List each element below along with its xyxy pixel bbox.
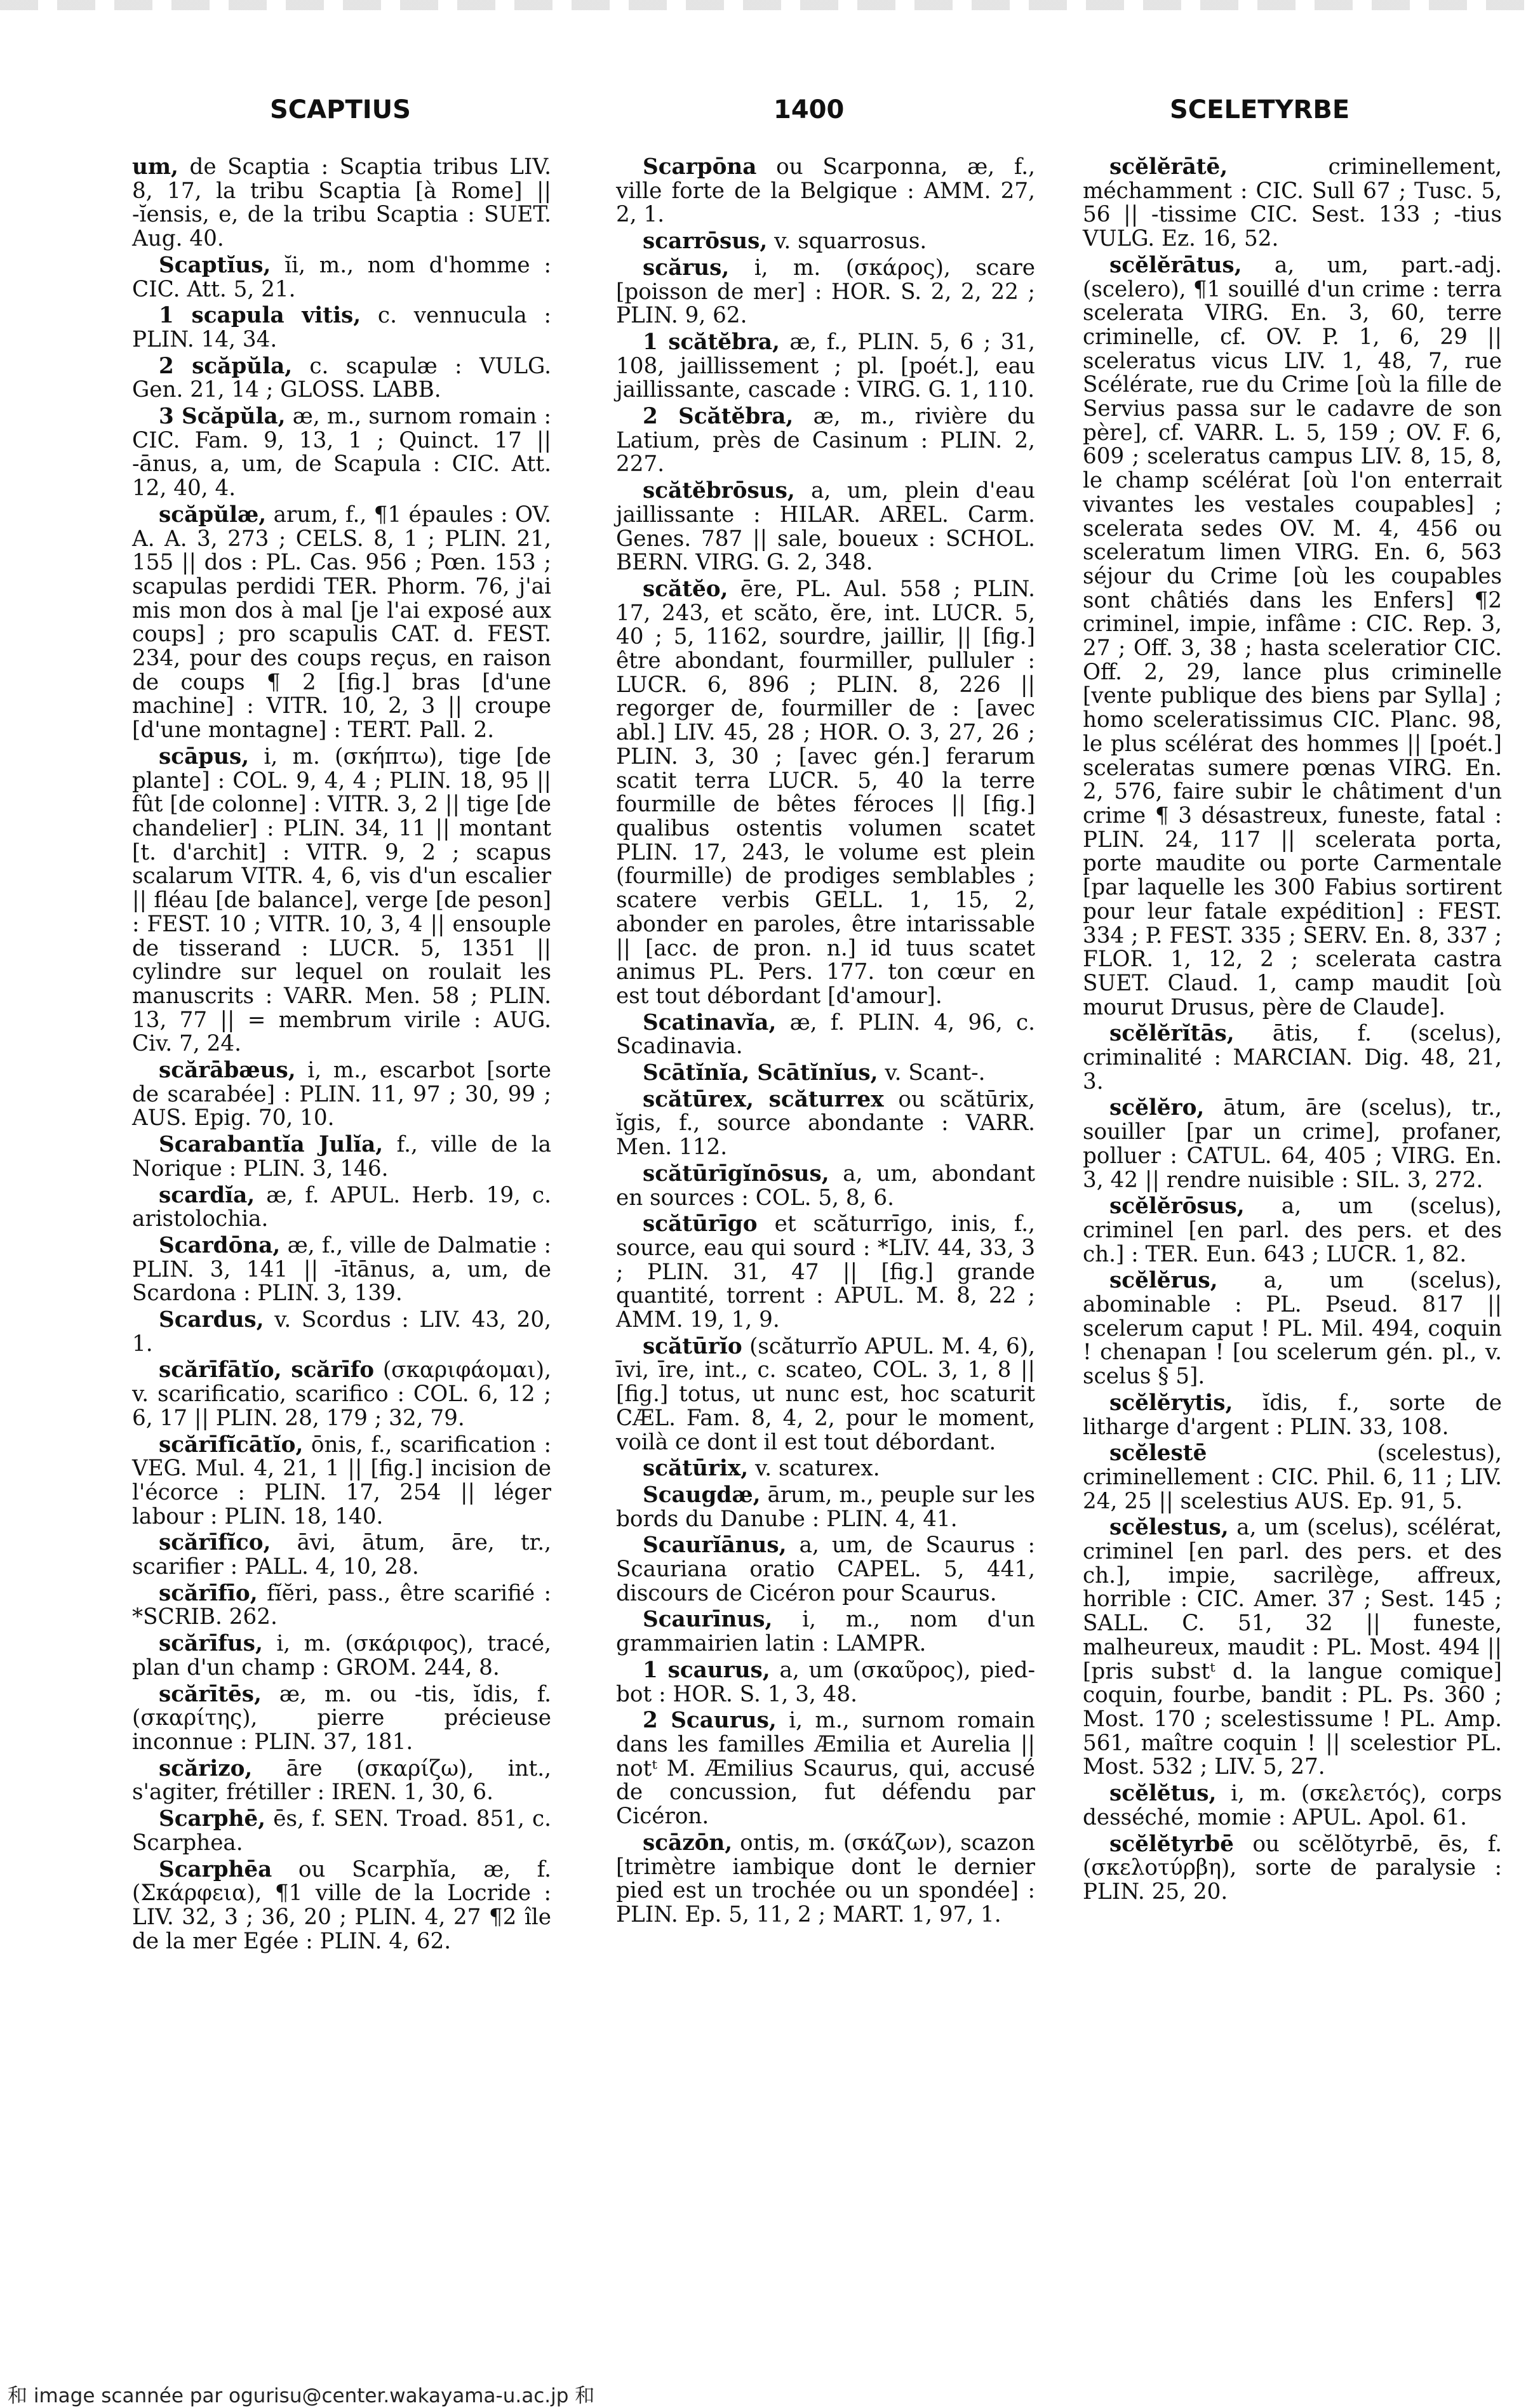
dictionary-entry	[616, 256, 1035, 328]
entry-definition: ou scătūrix, ĭgis, f., source abondante : VARR. Men. 112.	[616, 1086, 1035, 1161]
entry-definition: ĭdis, f., sorte de litharge d'argent : PLIN. 33, 108.	[1083, 1390, 1502, 1440]
entry-definition: arum, f., ¶1 épaules : OV. A. A. 3, 273 ; CELS. 8, 1 ; PLIN. 21, 155 || dos : PL. Cas. 956 ; Pœn. 153 ; scapulas perdidi TER. Phorm. 76, j'ai mis mon dos à mal [je l'ai exposé aux coups] ; pro scapulis CAT. d. FEST. 234, pour des coups reçus, en raison de coups ¶ 2 [fig.] bras [d'une machine] : VITR. 10, 2, 3 || croupe [d'une montagne] : TERT. Pall. 2.	[132, 502, 551, 743]
dictionary-entry	[1083, 1392, 1502, 1439]
entry-headword: scāzōn,	[643, 1830, 733, 1856]
entry-definition: i, m. (σκήπτω), tige [de plante] : COL. 9, 4, 4 ; PLIN. 18, 95 || fût [de colonne] : VITR. 3, 2 || tige [de chandelier] : PLIN. 34, 11 || montant [t. d'archit] : VITR. 9, 2 ; scapus scalarum VITR. 4, 6, vis d'un escalier || fléau [de balance], verge [de peson] : FEST. 10 ; VITR. 10, 3, 4 || ensouple de tisserand : LUCR. 5, 1351 || cylindre sur lequel on roulait les manuscrits : VARR. Men. 58 ; PLIN. 13, 77 || = membrum virile : AUG. Civ. 7, 24.	[132, 743, 551, 1057]
dictionary-entry	[132, 1531, 551, 1579]
page-header	[0, 76, 1540, 133]
entry-definition: i, m. (σκελετός), corps desséché, momie : APUL. Apol. 61.	[1083, 1781, 1502, 1830]
dictionary-entry	[616, 1659, 1035, 1706]
column-2	[616, 156, 1035, 1930]
entry-headword: Scardus,	[159, 1307, 264, 1333]
dictionary-entry	[616, 156, 1035, 227]
entry-headword: scĕlestē	[1109, 1440, 1207, 1467]
entry-definition: c. scapulæ : VULG. Gen. 21, 14 ; GLOSS. LABB.	[132, 353, 551, 403]
column-1	[132, 156, 551, 1956]
entry-definition: āre (σκαρίζω), int., s'agiter, frétiller : IREN. 1, 30, 6.	[132, 1755, 551, 1806]
entry-definition: i, m. (σκάρος), scare [poisson de mer] : HOR. S. 2, 2, 22 ; PLIN. 9, 62.	[616, 255, 1035, 329]
entry-headword: scărīfātĭo, scărīfo	[159, 1357, 375, 1383]
dictionary-entry	[616, 1061, 1035, 1086]
entry-definition: i, m., nom d'un grammairien latin : LAMPR.	[616, 1607, 1035, 1657]
entry-headword: um,	[132, 154, 178, 180]
entry-headword: scāpus,	[159, 743, 250, 769]
dictionary-entry	[616, 1534, 1035, 1606]
entry-headword: scĕlĕtyrbē	[1109, 1831, 1234, 1857]
entry-headword: scĕlĕrytis,	[1109, 1390, 1233, 1416]
entry-headword: Scarabantĭa Julĭa,	[159, 1132, 384, 1158]
entry-definition: a, um (σκαῦρος), pied-bot : HOR. S. 1, 3, 48.	[616, 1657, 1036, 1707]
entry-headword: 2 Scătĕbra,	[643, 404, 794, 430]
entry-headword: 1 scapula vitis,	[159, 303, 361, 329]
entry-headword: Scaptĭus,	[159, 252, 271, 278]
entry-definition: (scelestus), criminellement : CIC. Phil. 6, 11 ; LIV. 24, 25 || scelestius AUS. Ep. 91, 5.	[1083, 1440, 1502, 1514]
entry-headword: Scarpōna	[643, 154, 757, 180]
entry-headword: scĕlestus,	[1109, 1515, 1229, 1541]
entry-definition: a, um, abondant en sources : COL. 5, 8, 6.	[616, 1161, 1035, 1211]
entry-definition: i, m., surnom romain dans les familles Æmilia et Aurelia || notᵗ M. Æmilius Scaurus, qui, accusé de concussion, fut défendu par Cicéron.	[616, 1708, 1035, 1830]
entry-headword: scarrōsus,	[643, 229, 768, 255]
scan-credit-text: 和 image scannée par ogurisu@center.wakayama-u.ac.jp 和	[8, 2385, 595, 2407]
dictionary-entry	[132, 1433, 551, 1529]
entry-definition: i, m. (σκάριφος), tracé, plan d'un champ : GROM. 244, 8.	[132, 1631, 551, 1680]
entry-headword: Scaurīnus,	[643, 1607, 773, 1633]
entry-definition: æ, m., rivière du Latium, près de Casinum : PLIN. 2, 227.	[616, 404, 1035, 477]
dictionary-entry	[616, 1162, 1035, 1210]
dictionary-entry	[1083, 1022, 1502, 1094]
entry-definition: a, um, part.-adj. (scelero), ¶1 souillé d'un crime : terra scelerata VIRG. En. 3, 60, terre criminelle, cf. OV. P. 1, 6, 29 || sceleratus vicus LIV. 1, 48, 7, rue Scélérate, rue du Crime [où la fille de Servius passa sur le cadavre de son père], cf. VARR. L. 5, 159 ; OV. F. 6, 609 ; sceleratus campus LIV. 8, 15, 8, le champ scélérat [où l'on enterrait vivantes les vestales coupables] ; scelerata sedes OV. M. 4, 456 ou sceleratum limen VIRG. En. 6, 563 séjour du Crime [où les coupables sont châtiés dans les Enfers] ¶2 criminel, impie, infâme : CIC. Rep. 3, 27 ; Off. 3, 38 ; hasta sceleratior CIC. Off. 2, 29, lance plus criminelle [vente publique des biens par Sylla] ; homo sceleratissimus CIC. Planc. 98, le plus scélérat des hommes || [poét.] sceleratas sumere pœnas VIRG. En. 2, 576, faire subir le châtiment d'un crime ¶ 3 désastreux, funeste, fatal : PLIN. 24, 117 || scelerata porta, porte maudite ou porte Carmentale [par laquelle les 300 Fabius sortirent pour leur fatale expédition] : FEST. 334 ; P. FEST. 335 ; SERV. En. 8, 337 ; FLOR. 1, 12, 2 ; scelerata castra SUET. Claud. 1, camp maudit [où mourut Drusus, père de Claude].	[1083, 252, 1502, 1020]
entry-definition: æ, f., PLIN. 5, 6 ; 31, 108, jaillissement ; pl. [poét.], eau jaillissante, cascade : VIRG. G. 1, 110.	[616, 329, 1035, 403]
dictionary-entry	[132, 304, 551, 352]
entry-definition: a, um, de Scaurus : Scauriana oratio CAPEL. 5, 441, discours de Cicéron pour Scaurus.	[616, 1533, 1035, 1606]
dictionary-entry	[132, 1632, 551, 1680]
entry-headword: scĕlĕtus,	[1109, 1781, 1217, 1807]
dictionary-entry	[616, 1088, 1035, 1160]
running-head-right: SCELETYRBE	[1170, 95, 1350, 124]
dictionary-entry	[132, 1059, 551, 1131]
dictionary-entry	[1083, 1269, 1502, 1389]
entry-headword: Scatinavĭa,	[643, 1009, 777, 1035]
entry-headword: scărīfus,	[159, 1631, 263, 1657]
dictionary-entry	[1083, 1195, 1502, 1267]
entry-headword: scĕlĕro,	[1109, 1095, 1205, 1121]
dictionary-entry	[132, 1184, 551, 1232]
entry-headword: scĕlĕrĭtās,	[1109, 1021, 1235, 1047]
dictionary-entry	[616, 1608, 1035, 1656]
dictionary-entry	[1083, 1442, 1502, 1513]
dictionary-entry	[616, 230, 1035, 254]
column-3	[1083, 156, 1502, 1907]
entry-definition: v. Scordus : LIV. 43, 20, 1.	[132, 1307, 551, 1357]
entry-headword: scătūrix,	[643, 1456, 749, 1482]
entry-headword: Scaurĭānus,	[643, 1533, 787, 1559]
entry-definition: ou Scarponna, æ, f., ville forte de la Belgique : AMM. 27, 2, 1.	[616, 154, 1035, 228]
dictionary-entry	[132, 254, 551, 302]
entry-definition: a, um (scelus), abominable : PL. Pseud. 817 || scelerum caput ! PL. Mil. 494, coquin ! chenapan ! [ou scelerum gén. pl., v. scelus § 5].	[1083, 1268, 1502, 1390]
dictionary-entry	[132, 1858, 551, 1954]
entry-headword: scărizo,	[159, 1755, 253, 1781]
dictionary-entry	[616, 479, 1035, 575]
dictionary-entry	[616, 1832, 1035, 1927]
entry-headword: scătĕo,	[643, 576, 728, 602]
dictionary-entry	[616, 1457, 1035, 1481]
entry-headword: scĕlĕrātē,	[1109, 154, 1228, 180]
entry-headword: 2 scăpŭla,	[159, 353, 293, 379]
entry-definition: ēre, PL. Aul. 558 ; PLIN. 17, 243, et scăto, ĕre, int. LUCR. 5, 40 ; 5, 1162, sourdre, jaillir, || [fig.] être abondant, fourmiller, pulluler : LUCR. 6, 896 ; PLIN. 8, 226 || regorger de, fourmiller de : [avec abl.] LIV. 45, 28 ; HOR. O. 3, 27, 26 ; PLIN. 3, 30 ; [avec gén.] ferarum scatit terra LUCR. 5, 40 la terre fourmille de bêtes féroces || [fig.] qualibus ostentis volumen scatet PLIN. 17, 243, le volume est plein (fourmille) de prodiges semblables ; scatere verbis GELL. 1, 15, 2, abonder en paroles, être intarissable || [acc. de pron. n.] id tuus scatet animus PL. Pers. 177. ton cœur en est tout débordant [d'amour].	[616, 576, 1035, 1009]
dictionary-entry	[132, 503, 551, 743]
entry-definition: criminellement, méchamment : CIC. Sull 67 ; Tusc. 5, 56 || -tissime CIC. Sest. 133 ; -tius VULG. Ez. 16, 52.	[1083, 154, 1502, 252]
entry-headword: scătĕbrōsus,	[643, 478, 795, 504]
entry-headword: scărus,	[643, 255, 730, 281]
entry-definition: v. squarrosus.	[767, 229, 927, 255]
entry-definition: f., ville de la Norique : PLIN. 3, 146.	[132, 1132, 551, 1181]
entry-definition: ontis, m. (σκάζων), scazon [trimètre iambique dont le dernier pied est un trochée ou un spondée] : PLIN. Ep. 5, 11, 2 ; MART. 1, 97, 1.	[616, 1830, 1035, 1927]
entry-definition: de Scaptia : Scaptia tribus LIV. 8, 17, la tribu Scaptia [à Rome] || -ĭensis, e, de la tribu Scaptia : SUET. Aug. 40.	[132, 154, 551, 252]
entry-headword: scătūrex, scăturrex	[643, 1086, 884, 1112]
entry-headword: scĕlĕrus,	[1109, 1268, 1218, 1294]
dictionary-entry	[616, 1213, 1035, 1333]
entry-headword: scărīfĭco,	[159, 1530, 271, 1556]
dictionary-entry	[132, 1234, 551, 1306]
entry-headword: scĕlĕrōsus,	[1109, 1194, 1245, 1220]
dictionary-entry	[1083, 1096, 1502, 1192]
dictionary-entry	[132, 1807, 551, 1855]
dictionary-entry	[132, 1133, 551, 1181]
dictionary-entry	[1083, 254, 1502, 1020]
entry-definition: a, um (scelus), scélérat, criminel [en parl. des pers. et des ch.], impie, sacrilège, affreux, horrible : CIC. Amer. 37 ; Sest. 145 ; SALL. C. 51, 32 || funeste, malheureux, maudit : PL. Most. 494 || [pris substᵗ d. la langue comique] coquin, fourbe, bandit : PL. Ps. 360 ; Most. 170 ; scelestissume ! PL. Amp. 561, maître coquin ! || scelestior PL. Most. 532 ; LIV. 5, 27.	[1083, 1515, 1502, 1780]
entry-headword: Scātĭnĭa, Scātĭnĭus,	[643, 1060, 878, 1086]
entry-definition: v. Scant-.	[878, 1060, 986, 1086]
dictionary-entry	[132, 405, 551, 501]
entry-definition: c. vennucula : PLIN. 14, 34.	[132, 303, 551, 352]
dictionary-entry	[616, 1335, 1035, 1455]
dictionary-entry	[616, 1709, 1035, 1829]
entry-definition: ou scĕlŏtyrbē, ēs, f. (σκελοτύρβη), sorte de paralysie : PLIN. 25, 20.	[1083, 1831, 1502, 1905]
scan-edge-strip	[0, 0, 1540, 10]
entry-headword: scărīfīo,	[159, 1580, 258, 1606]
entry-headword: 3 Scăpŭla,	[159, 404, 286, 430]
entry-headword: scărīfĭcātĭo,	[159, 1432, 304, 1458]
page-number: 1400	[773, 95, 845, 124]
entry-definition: i, m., escarbot [sorte de scarabée] : PLIN. 11, 97 ; 30, 99 ; AUS. Epig. 70, 10.	[132, 1058, 551, 1131]
entry-headword: scĕlĕrātus,	[1109, 252, 1242, 278]
entry-definition: a, um, plein d'eau jaillissante : HILAR. AREL. Carm. Genes. 787 || sale, boueux : SCHOL. BERN. VIRG. G. 2, 348.	[616, 478, 1035, 576]
entry-headword: Scarphē,	[159, 1806, 266, 1832]
entry-headword: 1 scaurus,	[643, 1657, 770, 1683]
dictionary-entry	[616, 1011, 1035, 1059]
entry-headword: 1 scătĕbra,	[643, 329, 780, 355]
dictionary-entry	[132, 156, 551, 251]
dictionary-entry	[616, 331, 1035, 402]
entry-definition: ātum, āre (scelus), tr., souiller [par un crime], profaner, polluer : CATUL. 64, 405 ; VIRG. En. 3, 42 || rendre nuisible : SIL. 3, 272.	[1083, 1095, 1502, 1193]
dictionary-entry	[132, 745, 551, 1056]
running-head-left: SCAPTIUS	[270, 95, 411, 124]
dictionary-entry	[1083, 1833, 1502, 1905]
entry-definition: ou Scarphĭa, æ, f. (Σκάρφεια), ¶1 ville de la Locride : LIV. 32, 3 ; 36, 20 ; PLIN. 4, 27 ¶2 île de la mer Egée : PLIN. 4, 62.	[132, 1856, 551, 1954]
entry-headword: Scaugdæ,	[643, 1482, 761, 1508]
entry-headword: scardĭa,	[159, 1182, 255, 1208]
scan-credit-footer	[0, 2377, 1540, 2405]
entry-definition: æ, f. PLIN. 4, 96, c. Scadinavia.	[616, 1009, 1035, 1060]
dictionary-entry	[132, 1359, 551, 1430]
entry-definition: ātis, f. (scelus), criminalité : MARCIAN. Dig. 48, 21, 3.	[1083, 1021, 1502, 1094]
entry-headword: scătūrīgĭnōsus,	[643, 1161, 829, 1187]
entry-definition: æ, f., ville de Dalmatie : PLIN. 3, 141 || -ītānus, a, um, de Scardona : PLIN. 3, 139.	[132, 1232, 551, 1307]
entry-headword: Scarphēa	[159, 1856, 272, 1882]
entry-definition: (scăturrĭo APUL. M. 4, 6), īvi, īre, int., c. scateo, COL. 3, 1, 8 || [fig.] totus, ut nunc est, hoc scaturit CÆL. Fam. 8, 4, 2, pour le moment, voilà ce dont il est tout débordant.	[616, 1333, 1035, 1455]
entry-definition: fĭĕri, pass., être scarifié : *SCRIB. 262.	[132, 1580, 551, 1630]
entry-definition: a, um (scelus), criminel [en parl. des pers. et des ch.] : TER. Eun. 643 ; LUCR. 1, 82.	[1083, 1194, 1502, 1267]
dictionary-entry	[616, 1484, 1035, 1531]
entry-headword: 2 Scaurus,	[643, 1708, 777, 1734]
entry-definition: v. scaturex.	[748, 1456, 880, 1482]
entry-definition: ōnis, f., scarification : VEG. Mul. 4, 21, 1 || [fig.] incision de l'écorce : PLIN. 17, 254 || léger labour : PLIN. 18, 140.	[132, 1432, 551, 1529]
dictionary-entry	[616, 578, 1035, 1009]
dictionary-entry	[132, 1582, 551, 1630]
dictionary-entry	[1083, 1782, 1502, 1830]
dictionary-entry	[132, 1308, 551, 1356]
dictionary-entry	[132, 1757, 551, 1805]
dictionary-entry	[1083, 1516, 1502, 1779]
entry-definition: ēs, f. SEN. Troad. 851, c. Scarphea.	[132, 1806, 551, 1856]
entry-definition: et scăturrīgo, inis, f., source, eau qui sourd : *LIV. 44, 33, 3 ; PLIN. 31, 47 || [fig.] grande quantité, torrent : APUL. M. 8, 22 ; AMM. 19, 1, 9.	[616, 1211, 1035, 1333]
entry-definition: æ, m. ou -tis, ĭdis, f. (σκαρίτης), pierre précieuse inconnue : PLIN. 37, 181.	[132, 1681, 551, 1755]
dictionary-entry	[132, 1683, 551, 1755]
dictionary-entry	[132, 355, 551, 402]
dictionary-entry	[1083, 156, 1502, 251]
entry-headword: scărītēs,	[159, 1681, 262, 1707]
entry-definition: ārum, m., peuple sur les bords du Danube : PLIN. 4, 41.	[616, 1482, 1035, 1532]
entry-headword: scăpŭlæ,	[159, 502, 267, 528]
entry-headword: scătūrĭo	[643, 1333, 742, 1359]
entry-definition: æ, m., surnom romain : CIC. Fam. 9, 13, 1 ; Quinct. 17 || -ānus, a, um, de Scapula : CIC. Att. 12, 40, 4.	[132, 404, 551, 502]
entry-headword: scărābæus,	[159, 1058, 296, 1084]
entry-definition: ĭi, m., nom d'homme : CIC. Att. 5, 21.	[132, 252, 551, 302]
entry-definition: āvi, ātum, āre, tr., scarifier : PALL. 4, 10, 28.	[132, 1530, 551, 1580]
entry-headword: Scardōna,	[159, 1232, 281, 1258]
dictionary-entry	[616, 405, 1035, 477]
entry-definition: (σκαριφάομαι), v. scarificatio, scarifico : COL. 6, 12 ; 6, 17 || PLIN. 28, 179 ; 32, 79.	[132, 1357, 551, 1431]
entry-definition: æ, f. APUL. Herb. 19, c. aristolochia.	[132, 1182, 551, 1232]
entry-headword: scătūrīgo	[643, 1211, 758, 1237]
